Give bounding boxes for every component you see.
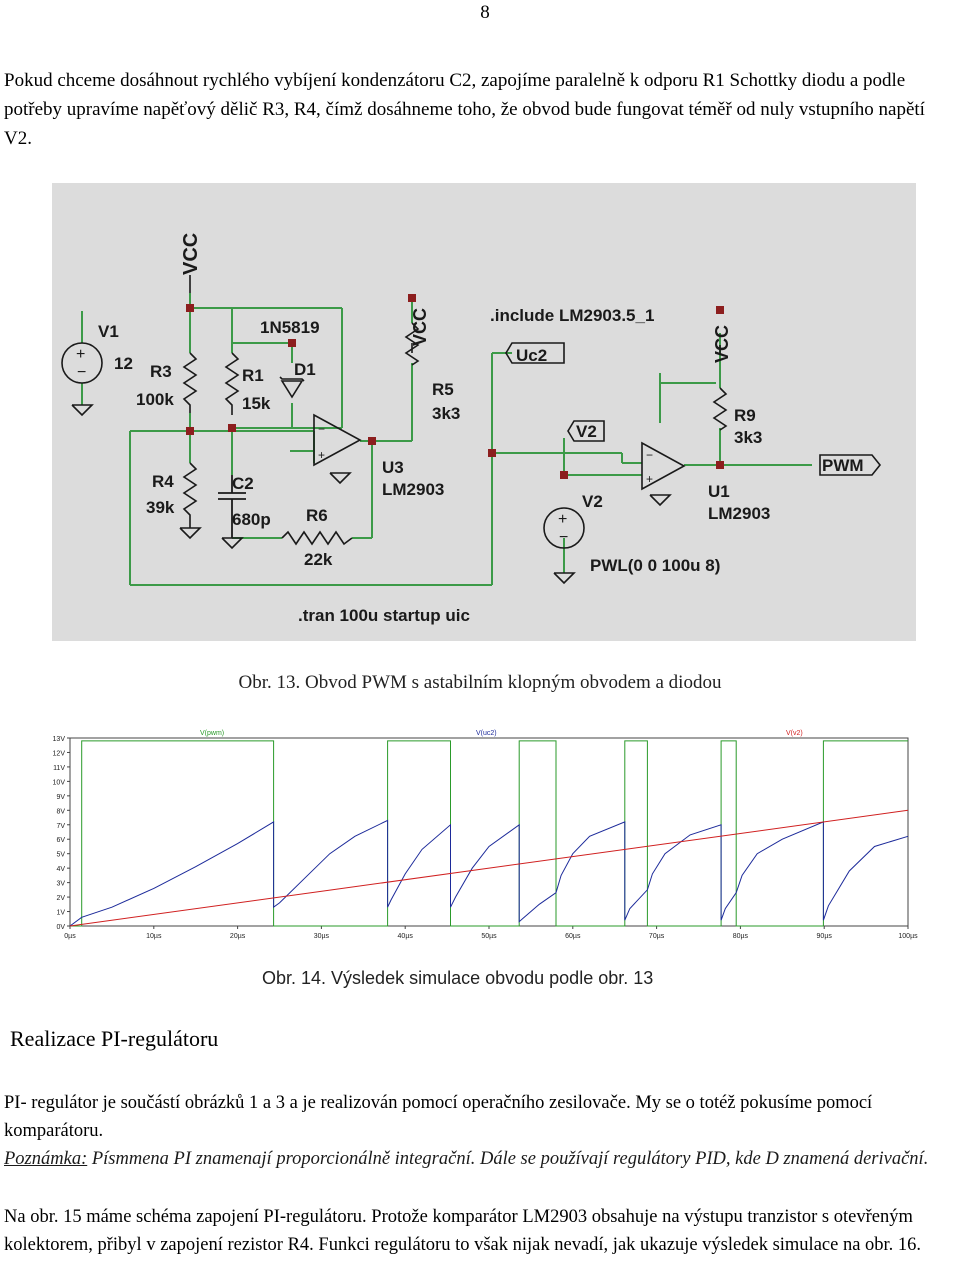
legend-entry-3: V(v2) [786,730,803,737]
x-tick-label: 80µs [732,933,749,940]
x-tick-label: 30µs [313,933,330,940]
resistor-r9-symbol [714,388,726,430]
y-tick-label: 4V [56,866,65,874]
u3-minus-sign: − [318,422,326,436]
y-tick-label: 0V [56,924,65,931]
svg-text:+: + [76,346,86,363]
u1-minus-sign: − [646,448,654,462]
note-paragraph [4,1145,956,1173]
d1-model-label: 1N5819 [260,318,320,337]
diode-d1-symbol [280,377,304,397]
pwm-label: PWM [822,456,864,475]
x-tick-label: 100µs [898,933,918,940]
y-tick-label: 6V [56,837,65,845]
svg-text:+: + [558,511,568,528]
paragraph-pi-regulator: PI- regulátor je součástí obrázků 1 a 3 a je realizován pomocí operačního zesilovače. My se o totéž pokusíme pomocí komparátoru. [4,1093,873,1141]
note-label: Poznámka: [4,1149,88,1169]
y-tick-label: 5V [56,851,65,859]
y-tick-label: 1V [56,909,65,917]
x-tick-label: 50µs [481,933,497,940]
x-tick-label: 20µs [229,933,246,940]
legend-entry-2: V(uc2) [476,730,497,737]
r9-label: R9 [734,406,756,425]
figure-14-caption: Obr. 14. Výsledek simulace obvodu podle obr. 13 [262,968,654,988]
v2-net-label: V2 [576,422,597,441]
u1-label: U1 [708,482,730,501]
vcc-label-2: VCC [410,307,430,346]
vcc-label-3: VCC [712,324,732,363]
d1-label: D1 [294,360,316,379]
section-heading: Realizace PI-regulátoru [10,1026,219,1051]
resistor-r6-symbol [282,532,352,544]
r3-value: 100k [136,390,174,409]
r9-value: 3k3 [734,428,763,447]
plot-frame [70,738,908,926]
v1-label: V1 [98,322,119,341]
resistor-r1-symbol [226,353,238,415]
r4-value: 39k [146,498,175,517]
x-tick-label: 10µs [146,933,162,940]
y-tick-label: 12V [52,750,65,758]
vcc-label-1: VCC [180,232,202,275]
y-tick-label: 11V [53,764,65,772]
u3-model: LM2903 [382,480,445,499]
r1-value: 15k [242,394,271,413]
x-tick-label: 60µs [565,933,581,940]
u3-label: U3 [382,458,404,477]
r1-label: R1 [242,366,264,385]
figure-13-caption: Obr. 13. Obvod PWM s astabilním klopným obvodem a diodou [238,672,722,693]
r3-label: R3 [150,362,172,381]
r5-value: 3k3 [432,404,461,423]
r4-label: R4 [152,472,174,491]
x-tick-label: 70µs [648,933,665,940]
u1-model: LM2903 [708,504,771,523]
c2-value: 680p [232,510,271,529]
wires [82,293,812,585]
v1-value: 12 [114,354,133,373]
v2-value: PWL(0 0 100u 8) [590,556,721,575]
simulation-plot [40,724,920,946]
r6-label: R6 [306,506,328,525]
tran-directive: .tran 100u startup uic [298,606,470,625]
schematic-svg [52,183,916,641]
c2-label: C2 [232,474,254,493]
legend-entry-1: V(pwm) [200,730,225,737]
include-directive: .include LM2903.5_1 [490,306,655,325]
y-tick-label: 2V [56,895,65,903]
circuit-schematic [52,183,916,641]
y-tick-label: 9V [56,793,65,801]
resistor-r4-symbol [184,463,196,528]
v2-label: V2 [582,492,603,511]
y-tick-label: 10V [52,779,65,787]
y-tick-label: 13V [52,736,65,743]
r5-label: R5 [432,380,454,399]
r6-value: 22k [304,550,333,569]
uc2-label: Uc2 [516,346,548,365]
voltage-source-v2-symbol [544,508,584,548]
note-text: Písmmena PI znamenají proporcionálně integrační. Dále se používají regulátory PID, kde D znamená derivační. [87,1149,929,1169]
y-tick-label: 3V [56,880,65,888]
y-tick-label: 8V [56,808,65,816]
paragraph-fig15: Na obr. 15 máme schéma zapojení PI-regulátoru. Protože komparátor LM2903 obsahuje na výstupu tranzistor s otevřeným kolektorem, přibyl v zapojení rezistor R4. Funkci regulátoru to však nijak nevadí, jak ukazuje výsledek simulace na obr. 16. [4,1207,922,1255]
u1-plus-sign: + [646,472,654,486]
voltage-source-v1-symbol [62,343,102,383]
u3-plus-sign: + [318,448,326,462]
x-tick-label: 40µs [397,933,413,940]
intro-paragraph: Pokud chceme dosáhnout rychlého vybíjení kondenzátoru C2, zapojíme paralelně k odporu R1 Schottky diodu a podle potřeby upravíme napěťový dělič R3, R4, čímž dosáhneme toho, že obvod bude fungovat téměř od nuly vstupního napětí V2. [4,70,925,149]
svg-text:−: − [77,364,87,381]
plot-svg [40,724,920,946]
resistor-r3-symbol [184,353,196,413]
x-tick-label: 90µs [816,933,832,940]
svg-text:−: − [559,529,569,546]
y-tick-label: 7V [56,822,65,830]
x-tick-label: 0µs [64,933,76,940]
page-number: 8 [480,2,490,23]
